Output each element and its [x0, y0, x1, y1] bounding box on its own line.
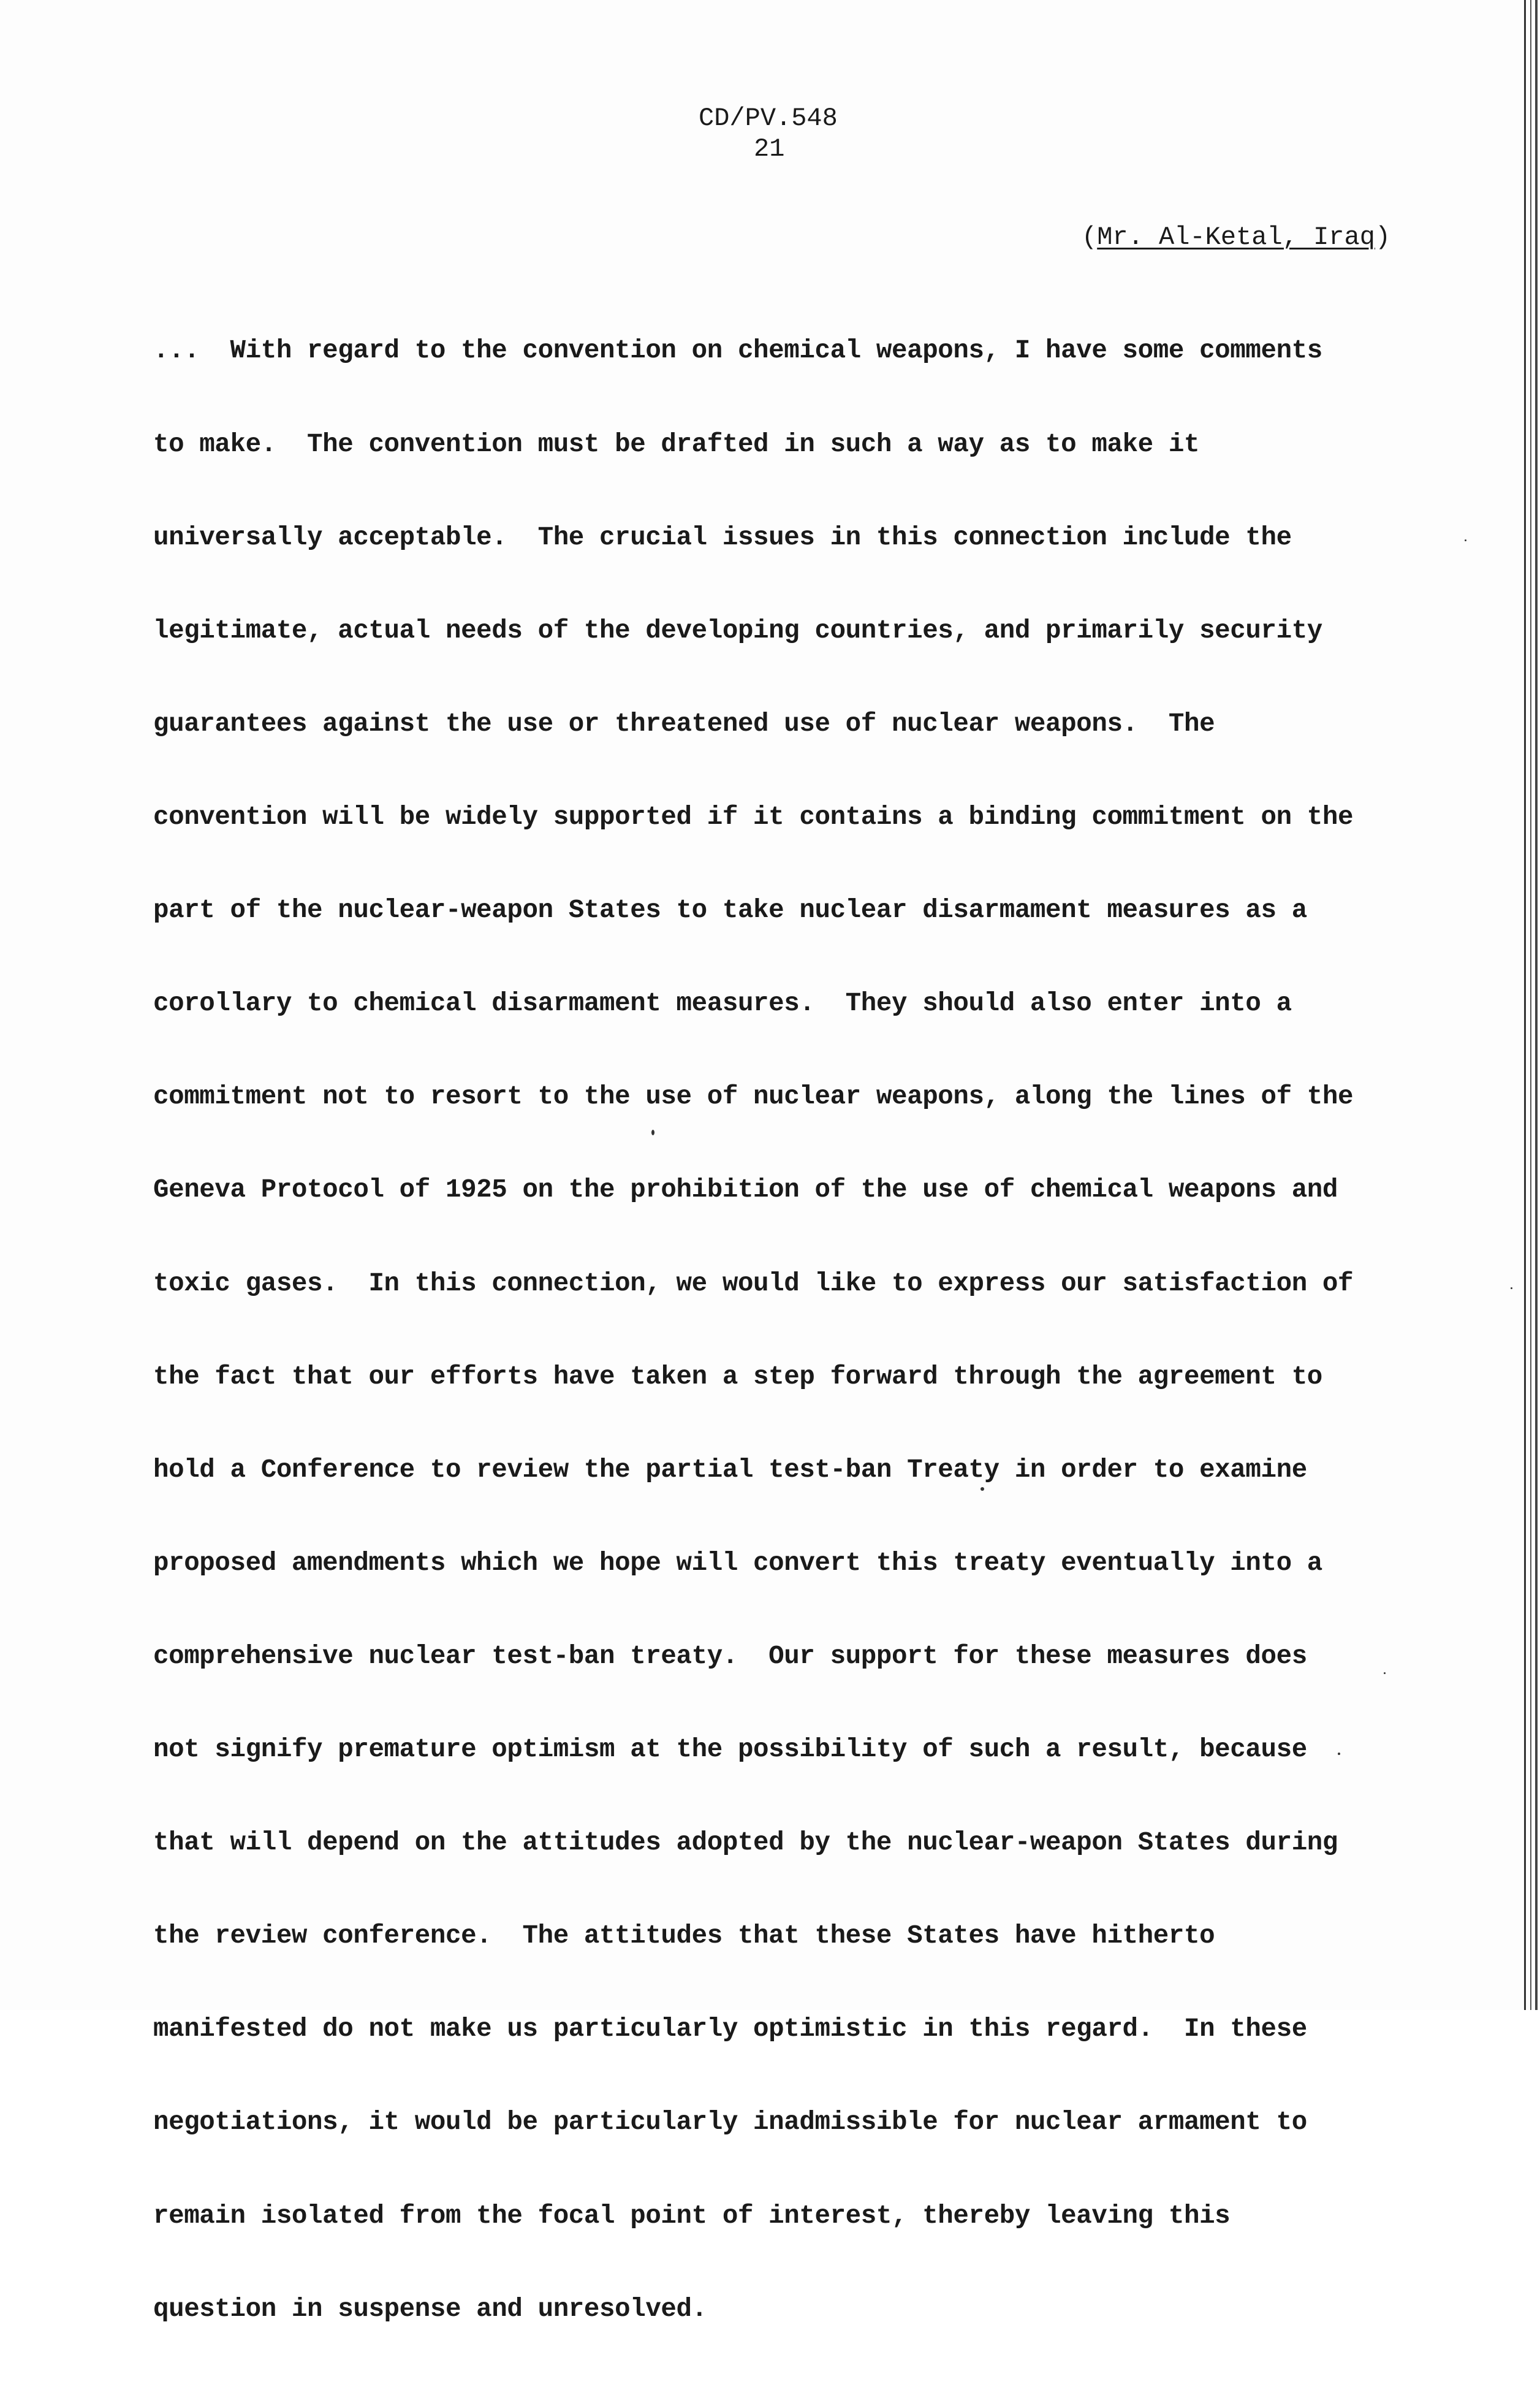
statement-body [153, 273, 1397, 2387]
body-line: universally acceptable. The crucial issues in this connection include the [153, 522, 1292, 552]
body-line: commitment not to resort to the use of nuclear weapons, along the lines of the [153, 1082, 1354, 1112]
speaker-open-paren: ( [1082, 223, 1098, 252]
body-line: convention will be widely supported if it contains a binding commitment on the [153, 802, 1354, 832]
scan-speck [1511, 1287, 1512, 1289]
document-symbol: CD/PV.548 [699, 104, 838, 133]
speaker-close-paren: ) [1375, 223, 1391, 252]
body-line: hold a Conference to review the partial test-ban Treaty in order to examine [153, 1455, 1307, 1485]
scan-speck [1338, 1753, 1340, 1755]
scan-edge-rule [1535, 0, 1538, 2010]
scan-speck [981, 1487, 984, 1491]
body-line: question in suspense and unresolved. [153, 2294, 707, 2324]
body-line: ... With regard to the convention on chemical weapons, I have some comments [153, 336, 1322, 366]
body-line: manifested do not make us particularly optimistic in this regard. In these [153, 2014, 1307, 2044]
body-line: negotiations, it would be particularly inadmissible for nuclear armament to [153, 2107, 1307, 2138]
body-line: that will depend on the attitudes adopted by the nuclear-weapon States during [153, 1828, 1338, 1858]
scan-speck [1384, 1672, 1386, 1674]
body-line: corollary to chemical disarmament measures. They should also enter into a [153, 989, 1292, 1019]
scan-speck [1465, 539, 1466, 541]
body-line: the fact that our efforts have taken a step forward through the agreement to [153, 1361, 1322, 1391]
body-line: proposed amendments which we hope will convert this treaty eventually into a [153, 1548, 1322, 1578]
body-line: legitimate, actual needs of the developing countries, and primarily security [153, 615, 1322, 645]
body-line: remain isolated from the focal point of interest, thereby leaving this [153, 2201, 1231, 2231]
body-line: not signify premature optimism at the possibility of such a result, because [153, 1735, 1307, 1765]
scan-speck [651, 1130, 654, 1135]
body-line: toxic gases. In this connection, we would like to express our satisfaction of [153, 1268, 1354, 1298]
scan-edge-rule [1530, 0, 1531, 2010]
body-line: part of the nuclear-weapon States to take nuclear disarmament measures as a [153, 896, 1307, 926]
body-line: guarantees against the use or threatened use of nuclear weapons. The [153, 709, 1215, 739]
body-line: the review conference. The attitudes that these States have hitherto [153, 1921, 1215, 1951]
scan-edge-rule [1524, 0, 1526, 2010]
speaker-attribution [1082, 222, 1390, 253]
body-line: Geneva Protocol of 1925 on the prohibition of the use of chemical weapons and [153, 1175, 1338, 1205]
body-line: to make. The convention must be drafted in such a way as to make it [153, 429, 1200, 459]
page-number: 21 [754, 134, 785, 164]
speaker-name: Mr. Al-Ketal, Iraq [1097, 223, 1375, 252]
body-line: comprehensive nuclear test-ban treaty. Our support for these measures does [153, 1641, 1307, 1671]
